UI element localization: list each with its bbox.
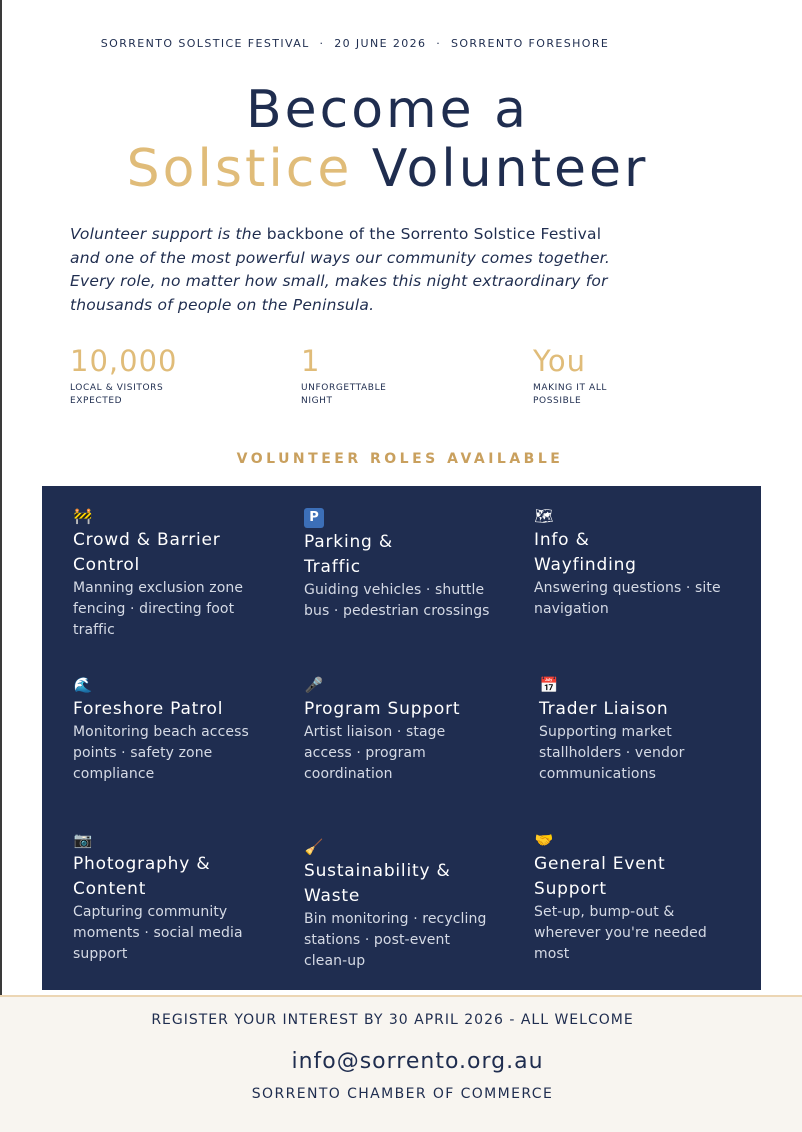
role-sustainability [304, 837, 509, 972]
event-header [0, 37, 710, 50]
register-cta: REGISTER YOUR INTEREST BY 30 APRIL 2026 - ALL WELCOME [151, 1012, 634, 1028]
intro-part3: and one of the most powerful ways our community comes together. Every role, no matter how small, makes this night extraordinary for thousands of people on the Peninsula. [70, 248, 610, 314]
role-description: Guiding vehicles · shuttle bus · pedestrian crossings [304, 582, 490, 619]
stat-night [301, 344, 411, 408]
role-title: Trader Liaison [539, 699, 669, 719]
role-trader-liaison [539, 675, 729, 785]
event-name: SORRENTO SOLSTICE FESTIVAL [100, 37, 310, 50]
broom-icon: 🧹 [304, 838, 324, 856]
role-title: Photography & Content [73, 854, 211, 899]
intro-part1: Volunteer support is the [70, 225, 262, 243]
organisation-name: SORRENTO CHAMBER OF COMMERCE [251, 1086, 554, 1102]
role-crowd-barrier [73, 506, 273, 641]
role-general-support [534, 830, 734, 965]
handshake-icon: 🤝 [534, 831, 554, 849]
stat-value: 10,000 [70, 344, 178, 378]
role-title: Foreshore Patrol [73, 699, 224, 719]
title-rest: Volunteer [371, 139, 649, 199]
role-title: Crowd & Barrier Control [73, 530, 221, 575]
stat-label: LOCAL & VISITORS EXPECTED [70, 383, 164, 406]
role-parking-traffic [304, 506, 509, 622]
role-title: General Event Support [534, 854, 666, 899]
intro-part2: backbone of the Sorrento Solstice Festival [261, 225, 602, 243]
stat-label: MAKING IT ALL POSSIBLE [533, 383, 608, 406]
page-title-line1: Become a [245, 80, 530, 140]
header-separator: · [436, 37, 442, 50]
role-photography [73, 830, 273, 965]
stat-visitors [70, 344, 180, 408]
role-program-support [304, 675, 509, 785]
header-separator: · [319, 37, 325, 50]
event-location: SORRENTO FORESHORE [450, 37, 610, 50]
barrier-icon: 🚧 [73, 507, 93, 525]
map-icon: 🗺 [534, 507, 554, 525]
stat-value: You [533, 344, 586, 378]
stat-value: 1 [301, 344, 321, 378]
role-title: Parking & Traffic [304, 532, 393, 577]
role-foreshore-patrol [73, 675, 273, 785]
title-accent: Solstice [126, 139, 353, 199]
role-description: Manning exclusion zone fencing · directing foot traffic [73, 580, 244, 638]
page-title-line2 [0, 139, 775, 199]
contact-email[interactable]: info@sorrento.org.au [291, 1049, 544, 1074]
role-info-wayfinding [534, 506, 724, 620]
calendar-icon: 📅 [539, 676, 559, 694]
role-description: Capturing community moments · social media support [73, 904, 243, 962]
role-title: Sustainability & Waste [304, 861, 451, 906]
stat-label: UNFORGETTABLE NIGHT [301, 383, 387, 406]
parking-icon: P [304, 508, 324, 528]
microphone-icon: 🎤 [304, 676, 324, 694]
role-title: Info & Wayfinding [534, 530, 637, 575]
role-description: Supporting market stallholders · vendor communications [539, 724, 685, 782]
role-description: Monitoring beach access points · safety zone compliance [73, 724, 249, 782]
event-date: 20 JUNE 2026 [334, 37, 427, 50]
roles-panel [42, 486, 761, 990]
role-description: Artist liaison · stage access · program coordination [304, 724, 446, 782]
stat-you [533, 344, 643, 408]
role-description: Bin monitoring · recycling stations · post-event clean-up [304, 911, 487, 969]
roles-heading: VOLUNTEER ROLES AVAILABLE [236, 451, 564, 467]
role-description: Set-up, bump-out & wherever you're needed most [534, 904, 707, 962]
intro-paragraph [70, 223, 630, 317]
wave-icon: 🌊 [73, 676, 93, 694]
role-title: Program Support [304, 699, 461, 719]
role-description: Answering questions · site navigation [534, 580, 721, 617]
camera-icon: 📷 [73, 831, 93, 849]
